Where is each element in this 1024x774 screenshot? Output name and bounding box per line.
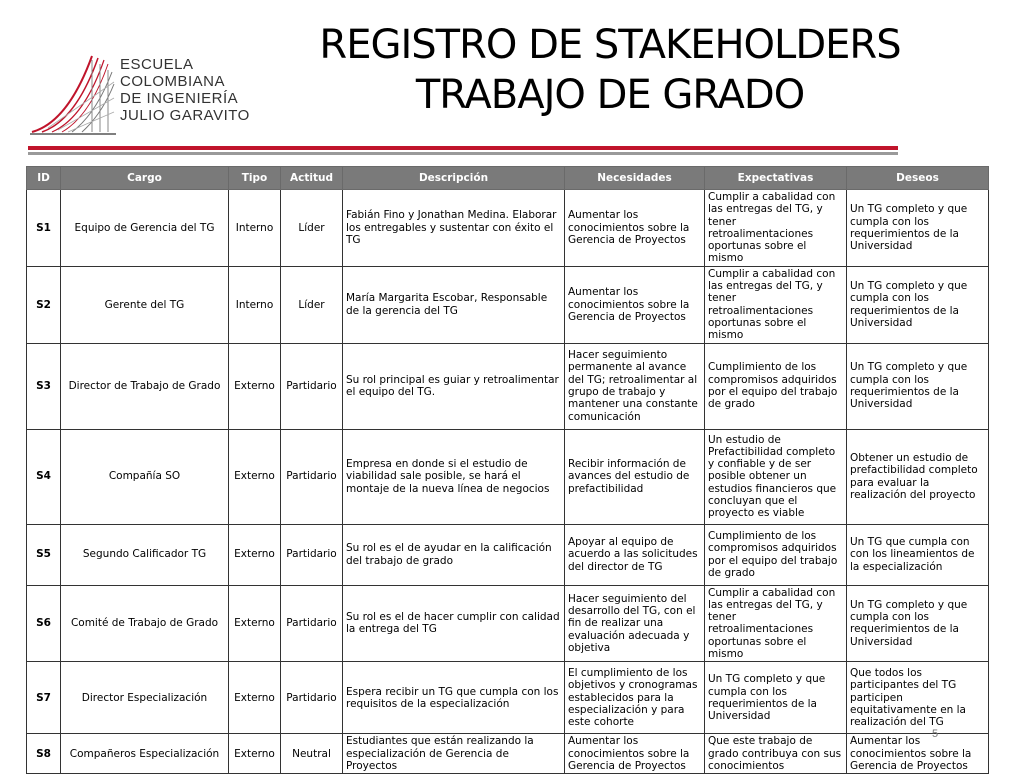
cell-tipo: Externo (229, 734, 281, 774)
title-line-2: TRABAJO DE GRADO (415, 72, 805, 118)
column-header-necesidades: Necesidades (565, 167, 705, 190)
cell-deseos: Obtener un estudio de prefactibilidad completo para evaluar la realización del proyecto (847, 429, 989, 524)
cell-descripcion: Empresa en donde si el estudio de viabilidad sale posible, se hará el montaje de la nueva línea de negocios (343, 429, 565, 524)
cell-necesidades: Aumentar los conocimientos sobre la Gerencia de Proyectos (565, 266, 705, 343)
cell-cargo: Compañeros Especialización (61, 734, 229, 774)
cell-expectativas: Cumplir a cabalidad con las entregas del TG, y tener retroalimentaciones oportunas sobre el mismo (705, 585, 847, 662)
cell-id: S8 (27, 734, 61, 774)
cell-id: S6 (27, 585, 61, 662)
column-header-descripcion: Descripción (343, 167, 565, 190)
cell-actitud: Líder (281, 266, 343, 343)
table-row (27, 662, 989, 734)
title-line-1: REGISTRO DE STAKEHOLDERS (319, 22, 901, 68)
cell-actitud: Partidario (281, 662, 343, 734)
table-row (27, 343, 989, 429)
table-row (27, 429, 989, 524)
cell-deseos: Un TG completo y que cumpla con los requerimientos de la Universidad (847, 343, 989, 429)
cell-id: S3 (27, 343, 61, 429)
cell-expectativas: Cumplimiento de los compromisos adquiridos por el equipo del trabajo de grado (705, 343, 847, 429)
cell-descripcion: Espera recibir un TG que cumpla con los requisitos de la especialización (343, 662, 565, 734)
logo-line: JULIO GARAVITO (120, 107, 250, 124)
cell-descripcion: Estudiantes que están realizando la especialización de Gerencia de Proyectos (343, 734, 565, 774)
column-header-deseos: Deseos (847, 167, 989, 190)
page-title (260, 20, 960, 120)
cell-descripcion: Su rol es el de hacer cumplir con calidad la entrega del TG (343, 585, 565, 662)
column-header-id: ID (27, 167, 61, 190)
cell-cargo: Director de Trabajo de Grado (61, 343, 229, 429)
cell-tipo: Interno (229, 266, 281, 343)
logo-line: ESCUELA (120, 56, 194, 73)
cell-expectativas: Cumplir a cabalidad con las entregas del TG, y tener retroalimentaciones oportunas sobre el mismo (705, 266, 847, 343)
title-divider-red (28, 146, 898, 150)
cell-cargo: Compañía SO (61, 429, 229, 524)
cell-deseos: Un TG completo y que cumpla con los requerimientos de la Universidad (847, 266, 989, 343)
cell-expectativas: Que este trabajo de grado contribuya con sus conocimientos (705, 734, 847, 774)
cell-tipo: Externo (229, 429, 281, 524)
cell-actitud: Partidario (281, 585, 343, 662)
logo-wordmark (120, 56, 250, 124)
cell-deseos: Un TG completo y que cumpla con los requerimientos de la Universidad (847, 585, 989, 662)
cell-id: S1 (27, 190, 61, 267)
table-row (27, 190, 989, 267)
cell-actitud: Partidario (281, 524, 343, 585)
cell-expectativas: Un estudio de Prefactibilidad completo y confiable y de ser posible obtener un estudios financieros que concluyan que el proyecto es viable (705, 429, 847, 524)
cell-necesidades: Aumentar los conocimientos sobre la Gerencia de Proyectos (565, 734, 705, 774)
cell-descripcion: Su rol principal es guiar y retroalimentar el equipo del TG. (343, 343, 565, 429)
cell-necesidades: El cumplimiento de los objetivos y cronogramas establecidos para la especialización y para este cohorte (565, 662, 705, 734)
cell-actitud: Partidario (281, 343, 343, 429)
cell-actitud: Líder (281, 190, 343, 267)
cell-deseos: Un TG completo y que cumpla con los requerimientos de la Universidad (847, 190, 989, 267)
cell-cargo: Equipo de Gerencia del TG (61, 190, 229, 267)
logo-line: DE INGENIERÍA (120, 90, 239, 107)
title-divider-gray (28, 152, 898, 155)
cell-necesidades: Hacer seguimiento permanente al avance del TG; retroalimentar al grupo de trabajo y mantener una constante comunicación (565, 343, 705, 429)
cell-expectativas: Cumplimiento de los compromisos adquiridos por el equipo del trabajo de grado (705, 524, 847, 585)
cell-expectativas: Un TG completo y que cumpla con los requerimientos de la Universidad (705, 662, 847, 734)
column-header-expectativas: Expectativas (705, 167, 847, 190)
cell-cargo: Gerente del TG (61, 266, 229, 343)
table-row (27, 585, 989, 662)
cell-id: S2 (27, 266, 61, 343)
cell-id: S7 (27, 662, 61, 734)
cell-necesidades: Apoyar al equipo de acuerdo a las solicitudes del director de TG (565, 524, 705, 585)
cell-deseos: Aumentar los conocimientos sobre la Gerencia de Proyectos (847, 734, 989, 774)
cell-cargo: Comité de Trabajo de Grado (61, 585, 229, 662)
stakeholders-table (26, 166, 989, 774)
cell-descripcion: María Margarita Escobar, Responsable de la gerencia del TG (343, 266, 565, 343)
logo-emblem-icon (28, 52, 120, 138)
cell-id: S4 (27, 429, 61, 524)
cell-tipo: Externo (229, 585, 281, 662)
cell-necesidades: Hacer seguimiento del desarrollo del TG, con el fin de realizar una evaluación adecuada y objetiva (565, 585, 705, 662)
column-header-tipo: Tipo (229, 167, 281, 190)
cell-descripcion: Fabián Fino y Jonathan Medina. Elaborar los entregables y sustentar con éxito el TG (343, 190, 565, 267)
slide-number: 5 (932, 728, 939, 740)
cell-necesidades: Aumentar los conocimientos sobre la Gerencia de Proyectos (565, 190, 705, 267)
table-row (27, 266, 989, 343)
cell-actitud: Neutral (281, 734, 343, 774)
cell-tipo: Interno (229, 190, 281, 267)
university-logo (28, 52, 258, 142)
column-header-actitud: Actitud (281, 167, 343, 190)
cell-cargo: Director Especialización (61, 662, 229, 734)
cell-necesidades: Recibir información de avances del estudio de prefactibilidad (565, 429, 705, 524)
cell-tipo: Externo (229, 343, 281, 429)
cell-id: S5 (27, 524, 61, 585)
cell-actitud: Partidario (281, 429, 343, 524)
table-row (27, 524, 989, 585)
cell-descripcion: Su rol es el de ayudar en la calificación del trabajo de grado (343, 524, 565, 585)
table-header-row (27, 167, 989, 190)
cell-deseos: Un TG que cumpla con con los lineamientos de la especialización (847, 524, 989, 585)
cell-cargo: Segundo Calificador TG (61, 524, 229, 585)
cell-tipo: Externo (229, 524, 281, 585)
logo-line: COLOMBIANA (120, 73, 226, 90)
column-header-cargo: Cargo (61, 167, 229, 190)
cell-deseos: Que todos los participantes del TG participen equitativamente en la realización del TG (847, 662, 989, 734)
cell-tipo: Externo (229, 662, 281, 734)
cell-expectativas: Cumplir a cabalidad con las entregas del TG, y tener retroalimentaciones oportunas sobre el mismo (705, 190, 847, 267)
